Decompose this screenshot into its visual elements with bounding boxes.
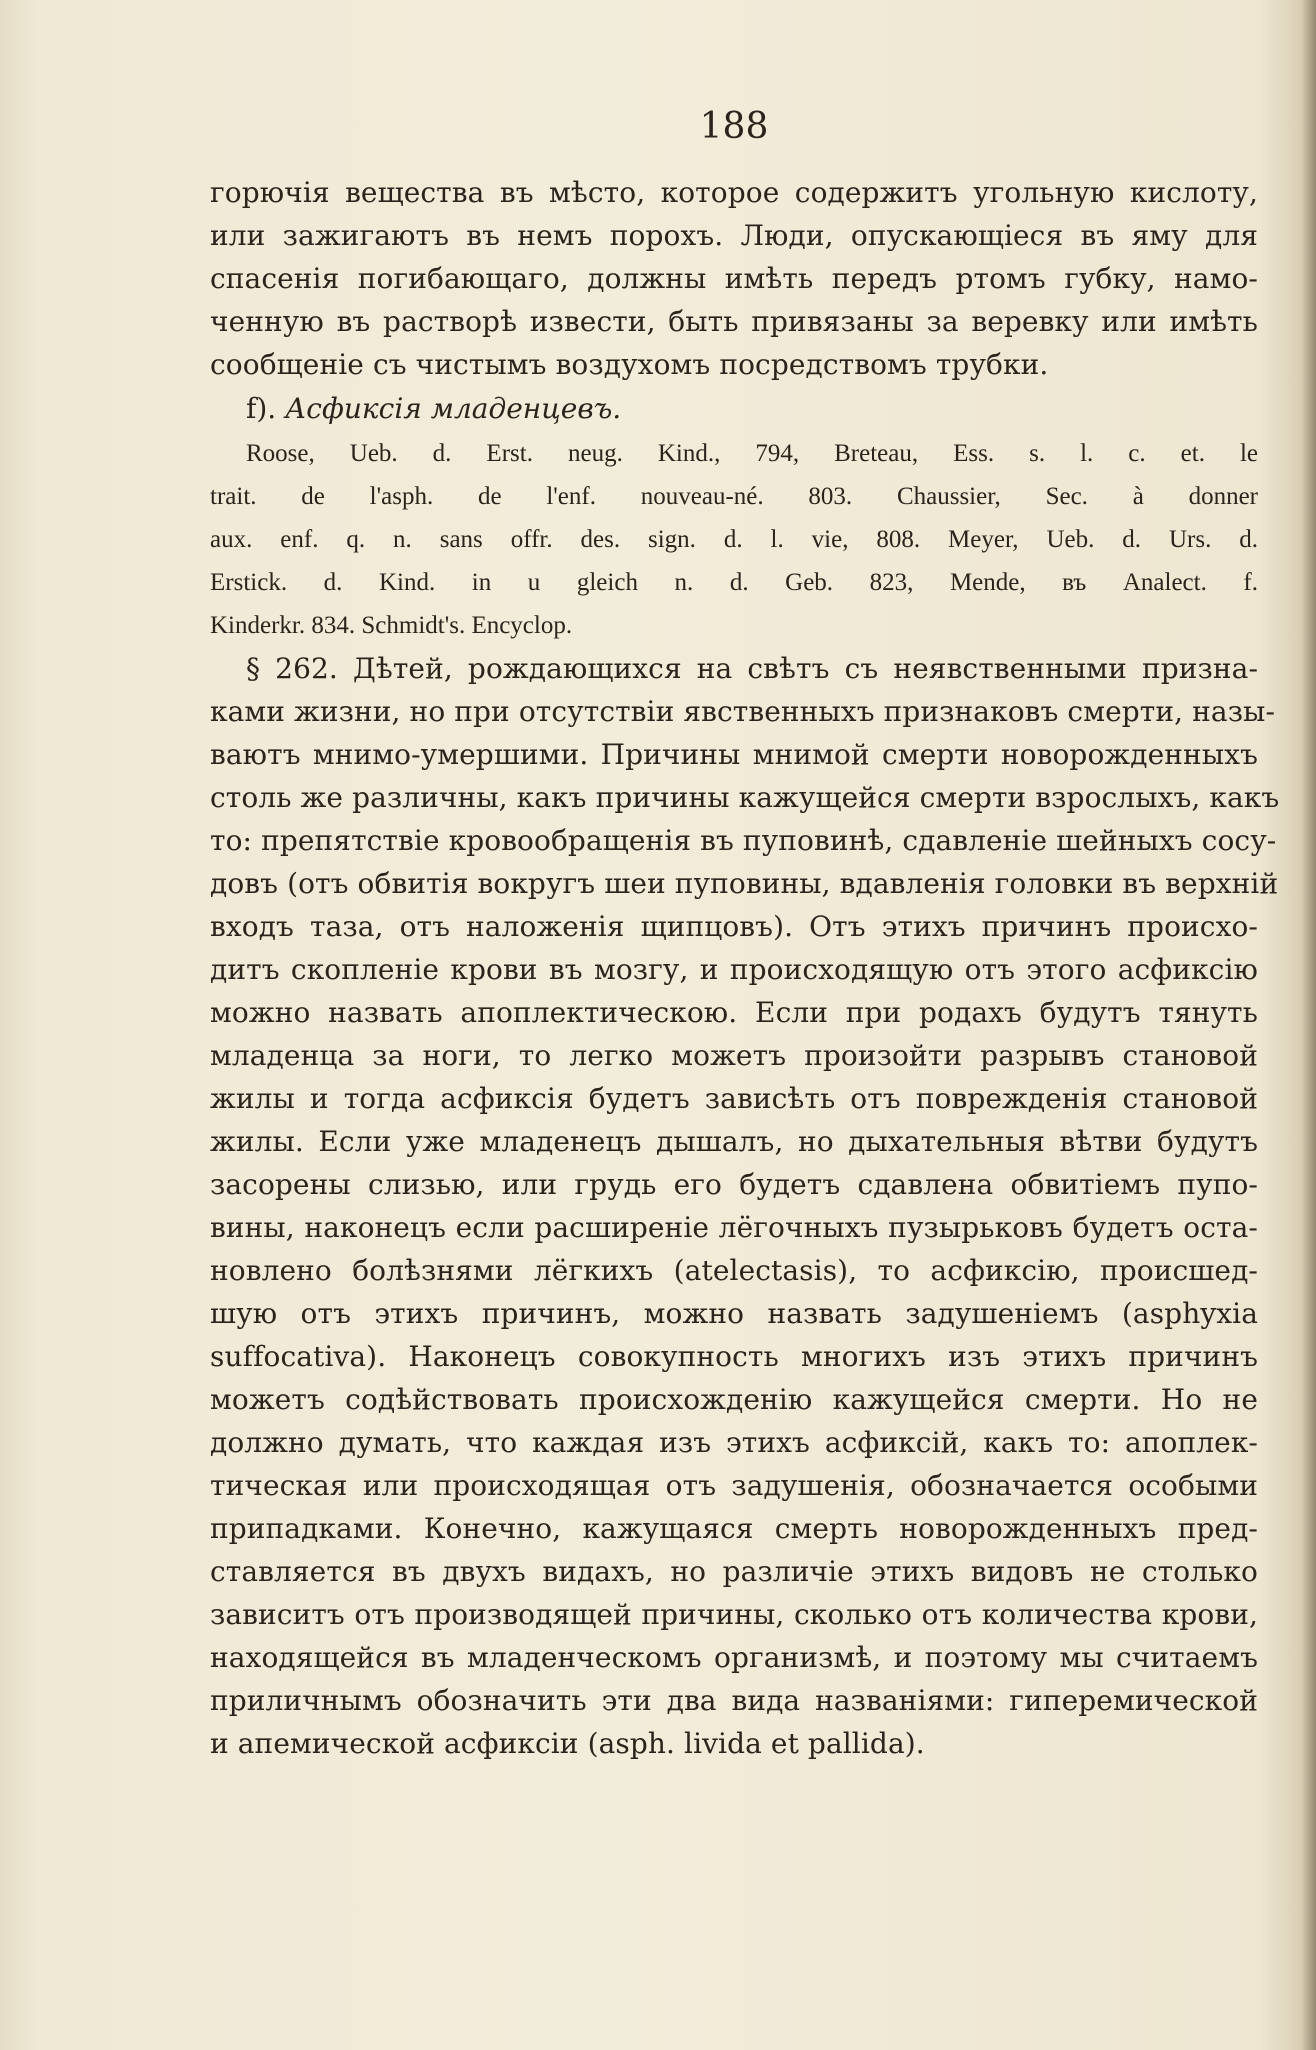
page-number: 188 [699,106,769,147]
text-line: должно думать, что каждая изъ этихъ асфиксій, какъ то: апоплек- [210,1426,1258,1459]
page-text [210,105,1280,1765]
page-edge-shadow [1302,0,1316,2050]
text-line: § 262. Дѣтей, рождающихся на свѣтъ съ неявственными призна- [246,652,1258,685]
text-line: зависитъ отъ производящей причины, сколько отъ количества крови, [210,1598,1258,1631]
text-line: засорены слизью, или грудь его будетъ сдавлена обвитіемъ пупо- [210,1168,1258,1201]
text-line: тическая или происходящая отъ задушенія, обозначается особыми [210,1469,1258,1502]
section-title: Асфиксія младенцевъ. [285,392,622,425]
text-line: шую отъ этихъ причинъ, можно назвать задушеніемъ (asphyxia [210,1297,1258,1330]
reference-line: trait. de l'asph. de l'enf. nouveau-né. 803. Chaussier, Sec. à donner [210,483,1258,510]
text-line: можно назвать апоплектическою. Если при родахъ будутъ тянуть [210,996,1258,1029]
text-line: жилы. Если уже младенецъ дышалъ, но дыхательныя вѣтви будутъ [210,1125,1258,1158]
text-line: можетъ содѣйствовать происхожденію кажущейся смерти. Но не [210,1383,1258,1416]
text-line: дитъ скопленіе крови въ мозгу, и происходящую отъ этого асфиксію [210,953,1258,986]
text-line: входъ таза, отъ наложенія щипцовъ). Отъ этихъ причинъ происхо- [210,910,1258,943]
text-line: или зажигаютъ въ немъ порохъ. Люди, опускающіеся въ яму для [210,219,1258,252]
text-line: жилы и тогда асфиксія будетъ зависѣть отъ поврежденія становой [210,1082,1258,1115]
text-line: то: препятствіе кровообращенія въ пуповинѣ, сдавленіе шейныхъ сосу- [210,824,1277,857]
text-line: приличнымъ обозначить эти два вида названіями: гиперемической [210,1684,1258,1717]
reference-line: aux. enf. q. n. sans offr. des. sign. d. l. vie, 808. Meyer, Ueb. d. Urs. d. [210,526,1258,553]
references [210,432,1258,647]
text-line: довъ (отъ обвитія вокругъ шеи пуповины, вдавленія головки въ верхній [210,867,1279,900]
text-line: спасенія погибающаго, должны имѣть передъ ртомъ губку, намо- [210,262,1258,295]
text-line: находящейся въ младенческомъ организмѣ, и поэтому мы считаемъ [210,1641,1258,1674]
text-line: столь же различны, какъ причины кажущейся смерти взрослыхъ, какъ [210,781,1280,814]
text-line: вины, наконецъ если расширеніе лёгочныхъ пузырьковъ будетъ оста- [210,1211,1258,1244]
text-line: ченную въ растворѣ извести, быть привязаны за веревку или имѣть [210,305,1258,338]
reference-line: Roose, Ueb. d. Erst. neug. Kind., 794, Breteau, Ess. s. l. c. et. le [246,440,1258,467]
text-line: ками жизни, но при отсутствіи явственныхъ признаковъ смерти, назы- [210,695,1276,728]
text-line: новлено болѣзнями лёгкихъ (atelectasis), то асфиксію, происшед- [210,1254,1258,1287]
text-line: ставляется въ двухъ видахъ, но различіе этихъ видовъ не столько [210,1555,1258,1588]
section-letter: f). [246,392,277,425]
text-line: младенца за ноги, то легко можетъ произойти разрывъ становой [210,1039,1258,1072]
text-line: припадками. Конечно, кажущаяся смерть новорожденныхъ пред- [210,1512,1258,1545]
text-line: и апемической асфиксіи (asph. livida et pallida). [210,1727,925,1760]
reference-line: Erstick. d. Kind. in u gleich n. d. Geb. 823, Mende, въ Analect. f. [210,569,1258,596]
text-line: сообщеніе съ чистымъ воздухомъ посредствомъ трубки. [210,348,1049,381]
reference-line: Kinderkr. 834. Schmidt's. Encyclop. [210,612,573,639]
paragraph-2 [210,647,1280,1765]
text-line: ваютъ мнимо-умершими. Причины мнимой смерти новорожденныхъ [210,738,1258,771]
section-heading [210,386,1258,432]
text-line: горючія вещества въ мѣсто, которое содержитъ угольную кислоту, [210,176,1258,209]
text-line: suffocativa). Наконецъ совокупность многихъ изъ этихъ причинъ [210,1340,1258,1373]
paragraph-1 [210,171,1258,386]
